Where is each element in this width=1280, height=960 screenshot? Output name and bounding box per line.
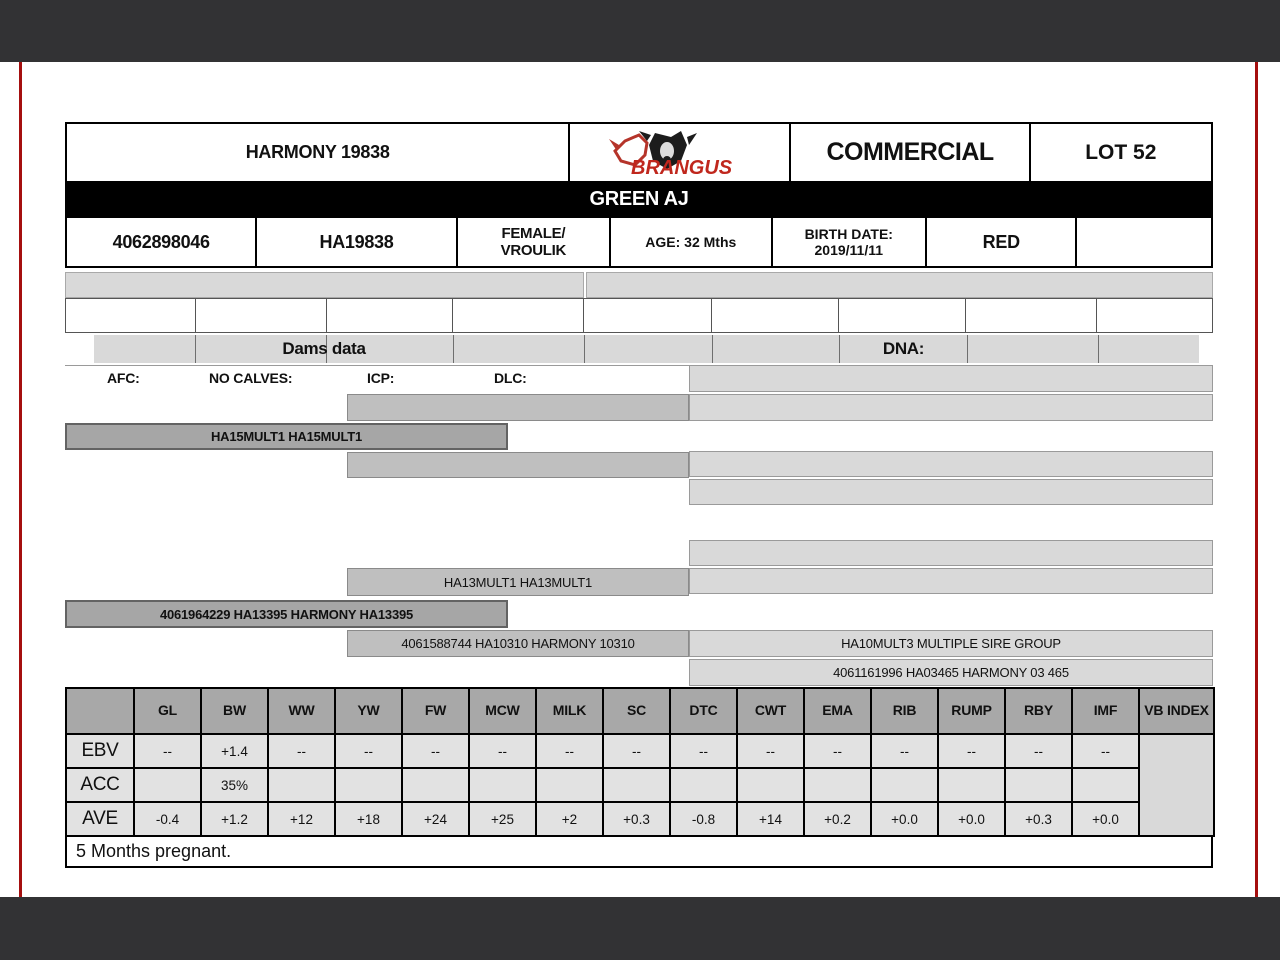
vb-index-cell (1139, 734, 1214, 836)
stats-cell (1005, 768, 1072, 802)
pedigree-dam-dam-sire: HA10MULT3 MULTIPLE SIRE GROUP (689, 630, 1213, 657)
pedigree-dam: 4061964229 HA13395 HARMONY HA13395 (65, 600, 508, 628)
dna-label: DNA: (882, 339, 925, 358)
stats-cell: -0.4 (134, 802, 201, 836)
stats-row (66, 802, 1214, 836)
stats-col-header: IMF (1072, 688, 1139, 734)
pedigree-dam-dam-dam: 4061161996 HA03465 HARMONY 03 465 (689, 659, 1213, 686)
stats-cell: -- (938, 734, 1005, 768)
stats-cell: -- (871, 734, 938, 768)
stats-cell (1072, 768, 1139, 802)
stats-col-header: RBY (1005, 688, 1072, 734)
pedigree-box-empty (689, 568, 1213, 594)
stats-cell (938, 768, 1005, 802)
stats-cell (402, 768, 469, 802)
registration-number: 4062898046 (67, 218, 257, 266)
stats-cell (670, 768, 737, 802)
category-label: COMMERCIAL (791, 124, 1030, 181)
stats-cell: +0.0 (938, 802, 1005, 836)
stats-col-header: RUMP (938, 688, 1005, 734)
afc-label: AFC: (107, 370, 140, 386)
pedigree-box-empty (689, 479, 1213, 505)
stats-cell: -- (737, 734, 804, 768)
owner-bar (65, 183, 1213, 216)
identity-row (65, 216, 1213, 268)
stats-cell: -- (670, 734, 737, 768)
stats-col-header: BW (201, 688, 268, 734)
stats-cell: +25 (469, 802, 536, 836)
stats-cell: -- (134, 734, 201, 768)
empty-cell (1077, 218, 1211, 266)
stats-cell (871, 768, 938, 802)
note-row (65, 835, 1213, 868)
stats-cell (737, 768, 804, 802)
stats-cell (134, 768, 201, 802)
stats-col-header: DTC (670, 688, 737, 734)
animal-name: HARMONY 19838 (67, 124, 570, 181)
stats-cell: -- (536, 734, 603, 768)
pedigree-dam-sire: HA13MULT1 HA13MULT1 (347, 568, 689, 596)
stats-col-header: EMA (804, 688, 871, 734)
stats-col-header: MILK (536, 688, 603, 734)
top-presentation-bar (0, 0, 1280, 62)
stats-col-header: FW (402, 688, 469, 734)
pedigree-dam-dam: 4061588744 HA10310 HARMONY 10310 (347, 630, 689, 657)
stats-col-header: SC (603, 688, 670, 734)
pedigree-box-empty (689, 540, 1213, 566)
stats-cell: -- (335, 734, 402, 768)
stats-col-header: WW (268, 688, 335, 734)
left-red-rule (19, 62, 22, 897)
stats-row-label: AVE (66, 802, 134, 836)
ebv-stats-table (65, 687, 1215, 837)
stats-row (66, 768, 1214, 802)
lot-number: LOT 52 (1085, 140, 1157, 164)
no-calves-label: NO CALVES: (209, 370, 293, 386)
gray-band (65, 272, 1213, 298)
stats-corner-cell (66, 688, 134, 734)
stats-cell: -- (402, 734, 469, 768)
pedigree-box-empty (689, 365, 1213, 392)
stats-cell: +18 (335, 802, 402, 836)
grid-row (65, 298, 1213, 333)
stats-cell: +0.0 (1072, 802, 1139, 836)
pedigree-box-empty (689, 394, 1213, 421)
bottom-presentation-bar (0, 897, 1280, 960)
stats-cell: -- (469, 734, 536, 768)
pedigree-sire: HA15MULT1 HA15MULT1 (65, 423, 508, 450)
stats-col-header: MCW (469, 688, 536, 734)
dams-data-title: Dams data (282, 339, 366, 358)
stats-cell (335, 768, 402, 802)
stats-cell: -- (1005, 734, 1072, 768)
owner-name: GREEN AJ (589, 188, 689, 210)
stats-cell (469, 768, 536, 802)
fertility-row (65, 365, 689, 392)
tag-number: HA19838 (257, 218, 457, 266)
stats-col-header: CWT (737, 688, 804, 734)
stats-cell: +0.3 (1005, 802, 1072, 836)
stats-cell: 35% (201, 768, 268, 802)
stats-row-label: ACC (66, 768, 134, 802)
pedigree-box-empty (347, 452, 689, 478)
stats-col-header: RIB (871, 688, 938, 734)
stats-cell (268, 768, 335, 802)
logo-wordmark: BRANGUS (630, 156, 732, 179)
stats-cell: +0.2 (804, 802, 871, 836)
stats-col-header: VB INDEX (1139, 688, 1214, 734)
stats-cell: +24 (402, 802, 469, 836)
stats-cell (804, 768, 871, 802)
stats-cell (536, 768, 603, 802)
stats-row-label: EBV (66, 734, 134, 768)
stats-cell: -- (268, 734, 335, 768)
stats-cell: +14 (737, 802, 804, 836)
note-text: 5 Months pregnant. (76, 841, 232, 861)
brangus-logo (570, 124, 791, 181)
stats-cell: +0.0 (871, 802, 938, 836)
stats-cell (603, 768, 670, 802)
stats-cell: +1.4 (201, 734, 268, 768)
stats-cell: -0.8 (670, 802, 737, 836)
age-cell: AGE: 32 Mths (611, 218, 772, 266)
sex-cell: FEMALE/ VROULIK (458, 218, 611, 266)
birthdate-cell: BIRTH DATE: 2019/11/11 (773, 218, 927, 266)
header-row (65, 122, 1213, 183)
brangus-logo-graphic (595, 127, 765, 179)
stats-cell: +1.2 (201, 802, 268, 836)
colour-cell: RED (927, 218, 1077, 266)
stats-col-header: GL (134, 688, 201, 734)
stats-cell: -- (603, 734, 670, 768)
stats-header-row (66, 688, 1214, 734)
dlc-label: DLC: (494, 370, 527, 386)
right-red-rule (1255, 62, 1258, 897)
stats-cell: +0.3 (603, 802, 670, 836)
stats-col-header: YW (335, 688, 402, 734)
stats-row (66, 734, 1214, 768)
pedigree-box-empty (689, 451, 1213, 477)
stats-cell: -- (1072, 734, 1139, 768)
icp-label: ICP: (367, 370, 395, 386)
stats-cell: -- (804, 734, 871, 768)
pedigree-box-empty (347, 394, 689, 421)
stats-cell: +12 (268, 802, 335, 836)
dams-data-band (94, 335, 1199, 363)
stats-cell: +2 (536, 802, 603, 836)
